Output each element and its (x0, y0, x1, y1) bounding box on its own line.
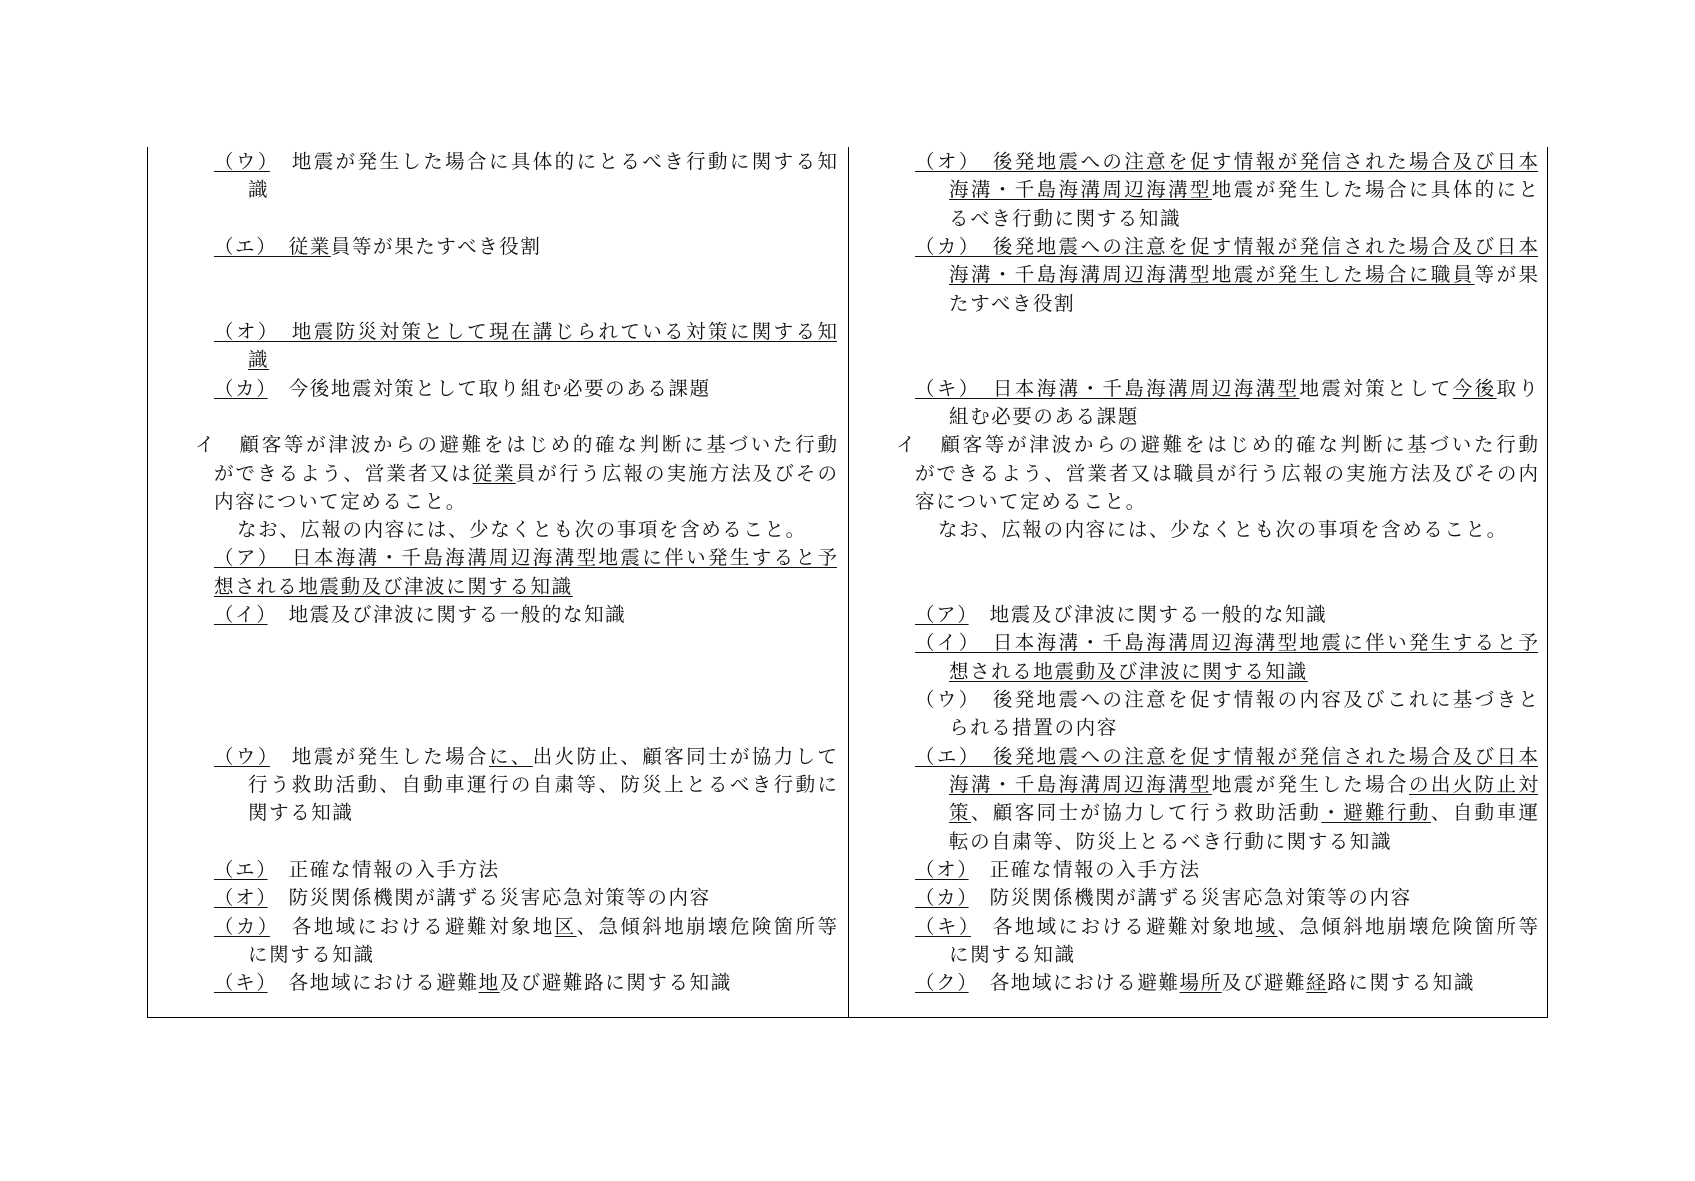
text-line (949, 829, 1392, 855)
underlined-amendment: 想される地震動及び津波に関する知識 (949, 659, 1308, 683)
text-segment: 地震及び津波に関する一般的な知識 (267, 603, 627, 627)
text-segment: 等が果 (1474, 263, 1538, 287)
text-line (915, 149, 1538, 175)
text-segment: ができるよう、営業者又は (214, 461, 473, 485)
underlined-amendment: （エ） (214, 858, 268, 881)
old-text-column (147, 147, 847, 1018)
underlined-amendment: 区 (554, 914, 577, 938)
text-line (248, 772, 837, 798)
text-line (248, 942, 375, 968)
underlined-amendment: （オ） 地震防災対策として現在講じられている対策に関する知 (214, 319, 837, 343)
text-line (915, 970, 1475, 996)
text-segment: 員が行う広報の実施方法及びその (515, 461, 837, 485)
underlined-amendment: の出火防止対 (1408, 773, 1538, 797)
underlined-amendment: 海溝・千島海溝周辺海溝型 (949, 773, 1212, 797)
text-line (237, 517, 807, 543)
underlined-amendment: （カ） 後発地震への注意を促す情報が発信された場合及び日本 (915, 234, 1538, 258)
underlined-amendment: （オ） 後発地震への注意を促す情報が発信された場合及び日本 (915, 150, 1538, 173)
underlined-amendment: （キ） 日本海溝・千島海溝周辺海溝型 (915, 376, 1300, 400)
text-segment: 各地域における避難 (267, 971, 479, 995)
underlined-amendment: 地 (478, 971, 500, 995)
underlined-amendment: 想される地震動及び津波に関する知識 (214, 574, 573, 598)
text-segment: 出火防止、顧客同士が協力して (532, 744, 837, 768)
text-line (938, 517, 1508, 543)
underlined-amendment: （ア） 日本海溝・千島海溝周辺海溝型地震に伴い発生すると予 (214, 546, 837, 570)
text-line (915, 914, 1538, 940)
text-segment: るべき行動に関する知識 (949, 206, 1182, 230)
text-segment: 各地域における避難対象地 (269, 914, 555, 938)
text-line (949, 404, 1139, 430)
underlined-amendment: 経 (1306, 971, 1328, 995)
text-line (915, 234, 1538, 260)
text-segment: 及び避難 (1221, 971, 1307, 995)
text-line (949, 177, 1538, 203)
text-line (214, 545, 837, 571)
underlined-amendment: 域 (1255, 914, 1278, 938)
underlined-amendment: （オ） (214, 886, 268, 910)
text-segment: 地震が発生した場合に具体的にとるべき行動に関する知 (269, 150, 837, 173)
text-segment: に関する知識 (248, 942, 375, 966)
underlined-amendment: （カ） (214, 914, 270, 938)
text-line (214, 319, 837, 345)
underlined-amendment: （キ） (915, 914, 971, 938)
text-segment: 正確な情報の入手方法 (968, 858, 1201, 881)
text-line (214, 489, 467, 515)
underlined-amendment: （カ） (915, 886, 969, 910)
text-line (949, 206, 1181, 232)
text-line (214, 744, 837, 770)
text-segment: 関する知識 (248, 801, 354, 825)
text-segment: 地震が発生した場合に具体的にと (1211, 178, 1538, 202)
text-segment: 、自動車運 (1430, 801, 1538, 825)
text-segment: 行う救助活動、自動車運行の自粛等、防災上とるべき行動に (248, 773, 837, 797)
text-line (214, 914, 837, 940)
text-line (949, 659, 1308, 685)
text-segment: 防災関係機関が講ずる災害応急対策等の内容 (267, 886, 711, 910)
text-line (915, 602, 1327, 628)
text-segment: 及び避難路に関する知識 (499, 971, 732, 995)
text-segment: 、急傾斜地崩壊危険箇所等 (1277, 914, 1538, 938)
text-line (949, 942, 1076, 968)
text-segment: 今後地震対策として取り組む必要のある課題 (267, 376, 711, 400)
text-line (214, 970, 732, 996)
text-line (214, 149, 837, 175)
text-line (195, 432, 837, 458)
text-segment: られる措置の内容 (949, 716, 1118, 740)
underlined-amendment: （ウ） (214, 744, 270, 768)
underlined-amendment: （カ） (214, 376, 268, 400)
text-segment: たすべき役割 (949, 291, 1076, 315)
text-line (949, 715, 1118, 741)
text-line (949, 772, 1538, 798)
text-line (915, 630, 1538, 656)
text-line (896, 432, 1538, 458)
text-line (248, 347, 269, 373)
underlined-amendment: （エ） 従業 (214, 234, 331, 258)
text-segment: 正確な情報の入手方法 (267, 858, 500, 881)
text-segment: 取り (1496, 376, 1538, 400)
text-segment: 地震及び津波に関する一般的な知識 (968, 603, 1328, 627)
new-text-column (848, 147, 1548, 1018)
text-line (214, 376, 711, 402)
text-line (915, 857, 1201, 883)
text-segment: なお、広報の内容には、少なくとも次の事項を含めること。 (938, 518, 1508, 542)
underlined-amendment: （エ） 後発地震への注意を促す情報が発信された場合及び日本 (915, 744, 1538, 768)
underlined-amendment: 今後 (1452, 376, 1497, 400)
text-line (214, 461, 837, 487)
text-line (214, 885, 711, 911)
text-segment: 内容について定めること。 (214, 489, 467, 513)
text-line (214, 602, 626, 628)
text-line (915, 489, 1147, 515)
text-segment: 容について定めること。 (915, 489, 1147, 513)
text-segment: 、顧客同士が協力して行う救助活動 (970, 801, 1322, 825)
underlined-amendment: 海溝・千島海溝周辺海溝型地震が発生した場合に職員 (949, 263, 1475, 287)
underlined-amendment: に、 (488, 744, 533, 768)
text-line (214, 857, 500, 883)
underlined-amendment: 策 (949, 801, 971, 825)
text-line (949, 800, 1538, 826)
text-segment: 路に関する知識 (1327, 971, 1475, 995)
text-line (248, 800, 354, 826)
underlined-amendment: （イ） (214, 603, 268, 627)
text-segment: イ 顧客等が津波からの避難をはじめ的確な判断に基づいた行動 (896, 433, 1538, 457)
text-line (248, 177, 269, 203)
text-segment: 、急傾斜地崩壊危険箇所等 (576, 914, 837, 938)
underlined-amendment: 従業 (472, 461, 516, 485)
text-line (949, 262, 1538, 288)
underlined-amendment: （イ） 日本海溝・千島海溝周辺海溝型地震に伴い発生すると予 (915, 631, 1538, 655)
text-line (949, 291, 1075, 317)
text-segment: 各地域における避難 (968, 971, 1180, 995)
text-segment: 転の自粛等、防災上とるべき行動に関する知識 (949, 829, 1393, 853)
underlined-amendment: （キ） (214, 971, 268, 995)
text-segment: 識 (248, 178, 270, 202)
text-segment: 各地域における避難対象地 (970, 914, 1256, 938)
underlined-amendment: 場所 (1179, 971, 1222, 995)
underlined-amendment: （ク） (915, 971, 969, 995)
text-line (915, 885, 1412, 911)
text-segment: なお、広報の内容には、少なくとも次の事項を含めること。 (237, 518, 807, 542)
text-segment: 地震が発生した場合 (269, 744, 489, 768)
text-segment: イ 顧客等が津波からの避難をはじめ的確な判断に基づいた行動 (195, 433, 837, 457)
underlined-amendment: 識 (248, 348, 270, 372)
text-line (214, 234, 541, 260)
text-segment: 防災関係機関が講ずる災害応急対策等の内容 (968, 886, 1412, 910)
text-segment: ができるよう、営業者又は職員が行う広報の実施方法及びその内 (915, 461, 1538, 485)
underlined-amendment: （オ） (915, 858, 969, 881)
text-segment: 組む必要のある課題 (949, 404, 1139, 428)
text-line (915, 376, 1538, 402)
underlined-amendment: （ア） (915, 603, 969, 627)
text-line (915, 744, 1538, 770)
text-segment: 地震対策として (1299, 376, 1453, 400)
underlined-amendment: 海溝・千島海溝周辺海溝型 (949, 178, 1212, 202)
text-line (915, 687, 1538, 713)
text-line (915, 461, 1538, 487)
underlined-amendment: （ウ） (214, 150, 270, 173)
underlined-amendment: ・避難行動 (1321, 801, 1431, 825)
text-segment: 員等が果たすべき役割 (330, 234, 542, 258)
text-segment: に関する知識 (949, 942, 1076, 966)
text-segment: （ウ） 後発地震への注意を促す情報の内容及びこれに基づきと (915, 688, 1538, 712)
text-segment: 地震が発生した場合 (1211, 773, 1409, 797)
text-line (214, 574, 573, 600)
